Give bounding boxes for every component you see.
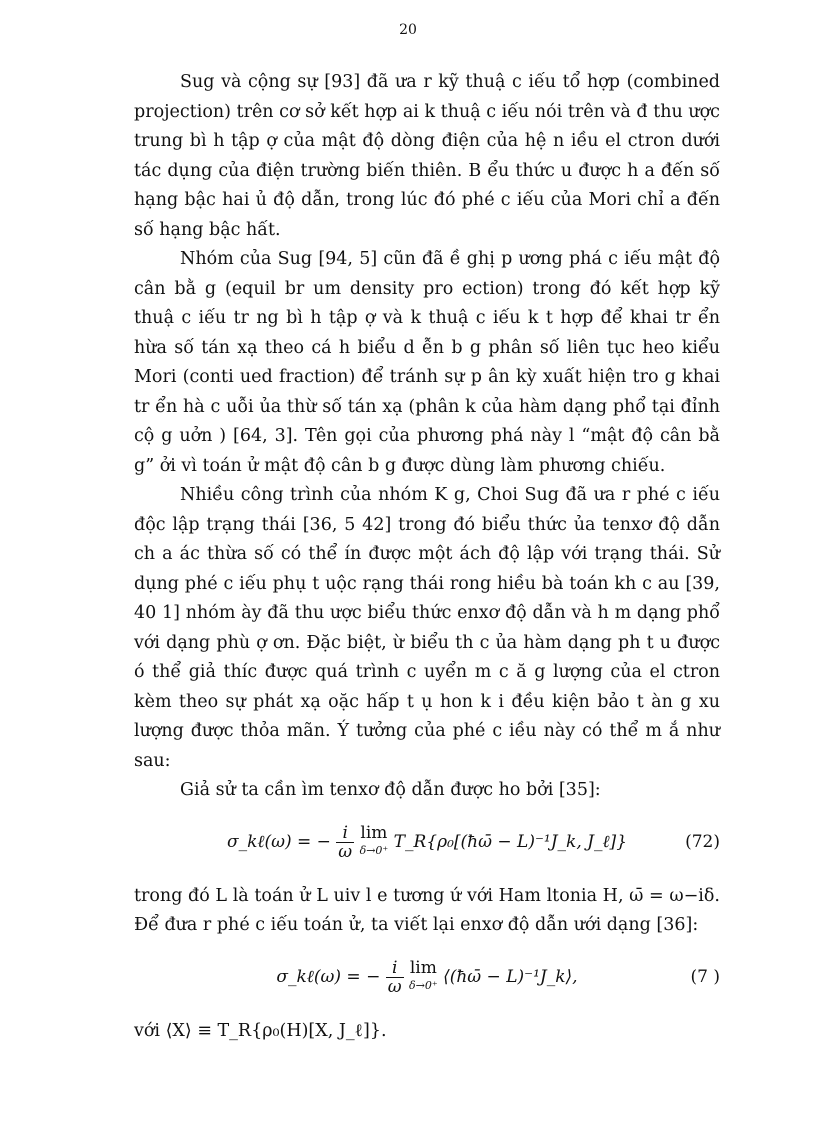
equation-73-fraction xyxy=(386,959,404,996)
document-body xyxy=(134,68,720,1046)
equation-73-lim-label: lim xyxy=(409,958,437,978)
equation-72-numerator: i xyxy=(336,824,354,843)
equation-72-rhs: T_R{ρ₀[(ħω̄ − L)⁻¹J_k, J_ℓ]} xyxy=(393,831,628,852)
equation-72-denominator: ω xyxy=(338,841,353,862)
equation-72-formula xyxy=(134,812,720,872)
page-number: 20 xyxy=(399,22,417,38)
equation-73-rhs: ⟨(ħω̄ − L)⁻¹J_k⟩, xyxy=(443,966,578,987)
equation-73-formula xyxy=(134,947,720,1007)
equation-72-lim-subscript: δ→0⁺ xyxy=(359,844,389,857)
equation-72-number: (72) xyxy=(685,831,720,852)
equation-73-number: (7 ) xyxy=(690,966,720,987)
equation-73-limit xyxy=(409,959,438,995)
paragraph-2: Nhóm của Sug [94, 5] cũn đã ề ghị p ương phá c iếu mật độ cân bằ g (equil br um density pro ection) trong đó kết hợp kỹ thuậ c iếu tr ng bì h tập ợ và k thuậ c iếu k t hợp để khai tr ển hừa số tán xạ theo cá h biểu d ễn b g phân số liên tục heo kiểu Mori (conti ued fraction) để tránh sự p ân kỳ xuất hiện tro g khai tr ển hà c uỗi ủa thừ số tán xạ (phân k của hàm dạng phổ tại đỉnh cộ g uởn ) [64, 3]. Tên gọi của phương phá này l “mật độ cân bằ g” ởi vì toán ử mật độ cân b g được dùng làm phương chiếu. xyxy=(134,249,720,476)
paragraph-3: Nhiều công trình của nhóm K g, Choi Sug đã ưa r phé c iếu độc lập trạng thái [36, 5 42] trong đó biểu thức ủa tenxơ độ dẫn ch a ác thừa số có thể ín được một ách độ lập với trạng thái. Sử dụng phé c iếu phụ t uộc rạng thái rong hiều bà toán kh c au [39, 40 1] nhóm ày đã thu ược biểu thức enxơ độ dẫn và h m dạng phổ với dạng phù ợ ơn. Đặc biệt, ừ biểu th c ủa hàm dạng ph t u được ó thể giả thíc được quá trình c uyển m c ă g lượng của el ctron kèm theo sự phát xạ oặc hấp t ụ hon k i đều kiện bảo t àn g xu lượng được thỏa mãn. Ý tưởng của phé c iều này có thể m ắ như sau: xyxy=(134,485,720,771)
equation-72-limit xyxy=(360,824,389,860)
paragraph-1: Sug và cộng sự [93] đã ưa r kỹ thuậ c iếu tổ hợp (combined projection) trên cơ sở kết hợp ai k thuậ c iếu nói trên và đ thu ược trung bì h tập ợ của mật độ dòng điện của hệ n iều el ctron dưới tác dụng của điện trường biến thiên. B ểu thức u được h a đến số hạng bậc hai ủ độ dẫn, trong lúc đó phé c iếu của Mori chỉ a đến số hạng bậc hất. xyxy=(134,72,720,240)
equation-73-denominator: ω xyxy=(387,976,402,997)
equation-73-lhs: σ_kℓ(ω) = − xyxy=(276,966,381,987)
equation-73-numerator: i xyxy=(386,959,404,978)
equation-73-lim-subscript: δ→0⁺ xyxy=(409,979,438,992)
equation-73 xyxy=(134,947,720,1013)
equation-72-lim-label: lim xyxy=(360,823,388,843)
equation-72 xyxy=(134,812,720,878)
paragraph-5: trong đó L là toán ử L uiv l e tương ứ với Ham ltonia H, ω̄ = ω−iδ. Để đưa r phé c iếu toán ử, ta viết lại enxơ độ dẫn ưới dạng [36]: xyxy=(134,885,720,935)
equation-72-lhs: σ_kℓ(ω) = − xyxy=(226,831,331,852)
equation-72-fraction xyxy=(336,824,354,861)
paragraph-6: với ⟨X⟩ ≡ T_R{ρ₀(H)[X, J_ℓ]}. xyxy=(134,1020,387,1041)
paragraph-4: Giả sử ta cần ìm tenxơ độ dẫn được ho bởi [35]: xyxy=(180,780,601,800)
